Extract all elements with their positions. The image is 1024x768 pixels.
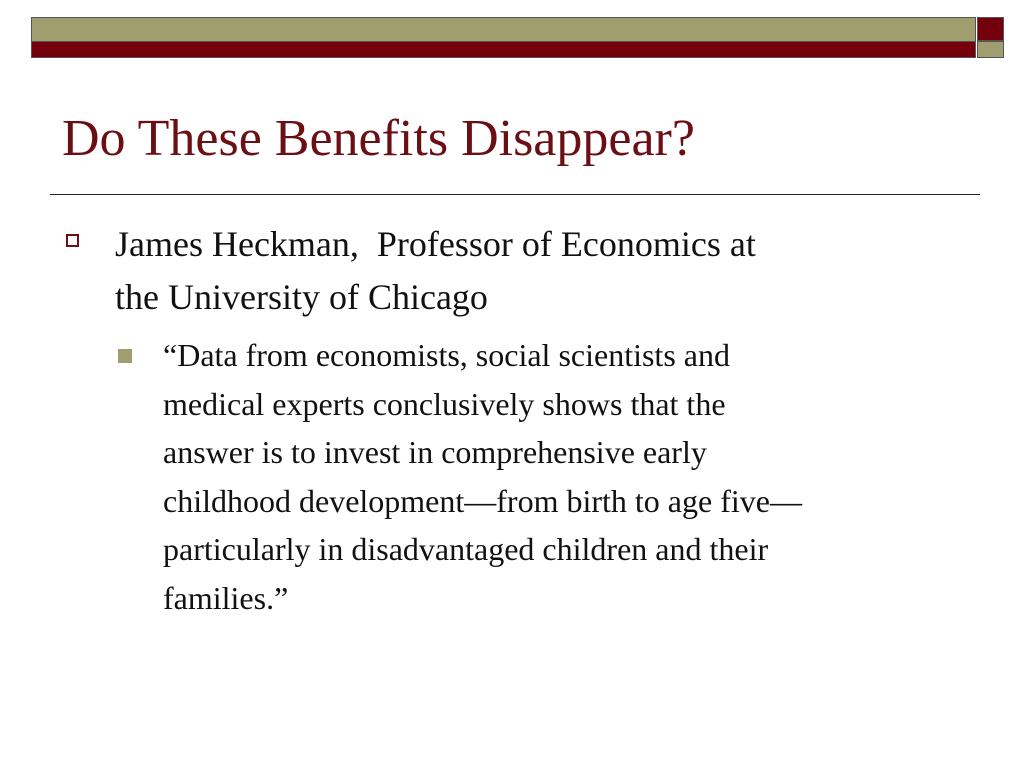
header-decor-bar-maroon [31, 41, 976, 58]
slide-title: Do These Benefits Disappear? [62, 110, 695, 167]
bullet-2-quote [163, 331, 983, 622]
quote-line: particularly in disadvantaged children and their [163, 531, 769, 567]
header-decor-square-olive [977, 41, 1004, 58]
bullet-1-text [115, 218, 945, 324]
quote-line: answer is to invest in comprehensive early [163, 434, 707, 470]
quote-line: “Data from economists, social scientists and [163, 337, 730, 373]
bullet-1-line-2: the University of Chicago [115, 277, 488, 317]
quote-line: families.” [163, 579, 289, 616]
header-decor-square-maroon [977, 17, 1004, 41]
hollow-square-bullet-icon [66, 234, 79, 247]
quote-line: childhood development—from birth to age five— [163, 482, 802, 519]
header-decor-bar-olive [31, 17, 976, 41]
bullet-1-line-1: James Heckman, Professor of Economics at [115, 224, 756, 264]
title-divider [50, 194, 980, 195]
quote-line: medical experts conclusively shows that the [163, 385, 726, 422]
filled-square-bullet-icon [118, 349, 132, 363]
